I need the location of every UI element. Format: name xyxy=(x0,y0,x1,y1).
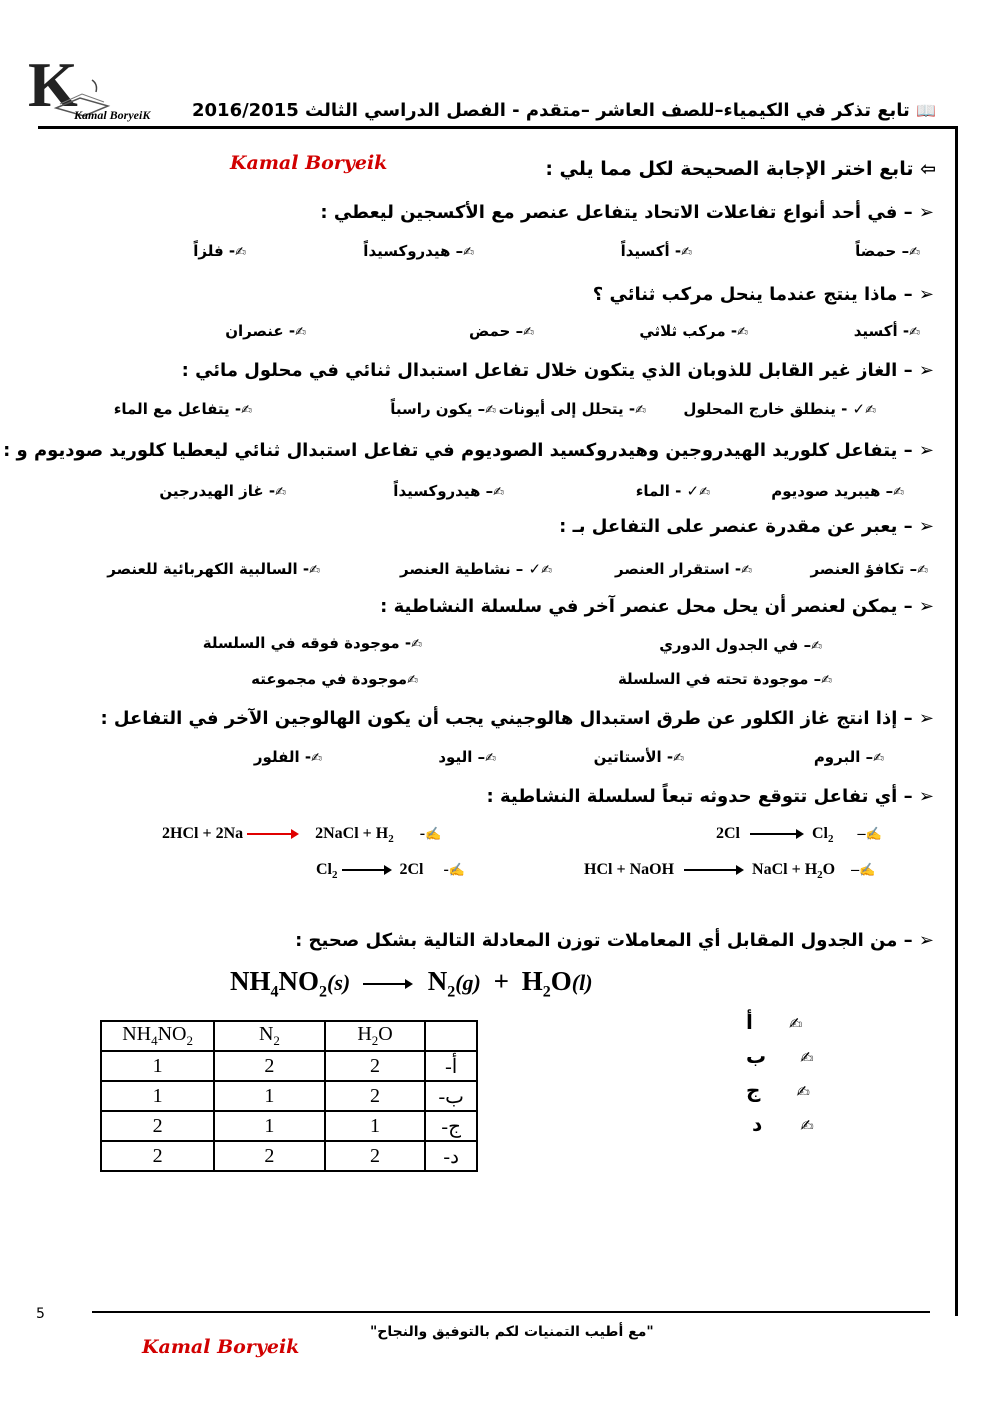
pen-icon: ✍ xyxy=(800,1116,814,1135)
footer-signature: Kamal Boryeik xyxy=(142,1336,300,1358)
right-margin-rule xyxy=(955,126,958,1316)
pen-icon: ✍ xyxy=(493,485,504,500)
book-icon: 📖 xyxy=(916,101,936,120)
pen-icon: ✍ xyxy=(425,826,442,841)
answer-option-d[interactable]: د ✍ xyxy=(752,1112,814,1136)
pen-icon: ✍ xyxy=(800,1048,814,1067)
signature: Kamal Boryeik xyxy=(230,152,388,174)
pen-icon: ✍ xyxy=(235,245,246,260)
answer-option-a[interactable]: أ ✍ xyxy=(746,1010,803,1034)
pen-icon: ✍ xyxy=(241,403,252,418)
table-cell: د- xyxy=(425,1141,477,1171)
table-row xyxy=(101,1141,477,1171)
option[interactable]: ✍- يتفاعل مع الماء xyxy=(113,400,252,418)
option[interactable]: ✍– هيدروكسيداً xyxy=(393,482,504,500)
option[interactable]: ✍– هيدروكسيداً xyxy=(363,242,474,260)
bullet-icon: ➢ xyxy=(918,284,934,305)
pen-icon: ✍ xyxy=(909,325,920,340)
table-header-cell xyxy=(425,1021,477,1051)
pen-icon: ✍ xyxy=(523,325,534,340)
pen-icon: ✍ xyxy=(865,403,876,418)
pen-icon: ✍ xyxy=(635,403,646,418)
header-rule xyxy=(38,126,958,129)
option[interactable]: ✍- يتحلل إلى أيونات xyxy=(498,400,646,418)
table-cell: 2 xyxy=(325,1081,426,1111)
table-cell: 1 xyxy=(214,1081,324,1111)
pen-icon: ✍ xyxy=(699,485,710,500)
option[interactable]: ✍– هيبريد صوديوم xyxy=(771,482,904,500)
arrow-icon xyxy=(342,869,390,871)
table-cell: 2 xyxy=(325,1141,426,1171)
bullet-icon: ➢ xyxy=(918,708,934,729)
option[interactable]: ✍- أكسيداً xyxy=(620,242,692,260)
question-5: ➢ – يعبر عن مقدرة عنصر على التفاعل بـ : xyxy=(559,516,934,537)
pen-icon: ✍ xyxy=(485,751,496,766)
table-question: ➢ – من الجدول المقابل أي المعاملات توزن المعادلة التالية بشكل صحيح : xyxy=(295,930,934,951)
table-cell: 2 xyxy=(101,1141,214,1171)
table-cell: 1 xyxy=(325,1111,426,1141)
equation-option[interactable]: HCl + NaOH NaCl + $H_2O$ –✍ xyxy=(584,861,876,882)
option[interactable]: ✍– يكون راسباً xyxy=(390,400,496,418)
pen-icon: ✍ xyxy=(407,673,418,688)
equation-option[interactable]: 2Cl $Cl_2$ –✍ xyxy=(716,825,882,846)
table-cell: أ- xyxy=(425,1051,477,1081)
option[interactable]: ✍- غاز الهيدرجين xyxy=(159,482,286,500)
pen-icon: ✍ xyxy=(411,637,422,652)
bullet-icon: ➢ xyxy=(918,930,934,951)
equation-option[interactable]: $Cl_2$ 2Cl -✍ xyxy=(316,861,466,882)
bullet-icon: ➢ xyxy=(918,516,934,537)
red-arrow-icon xyxy=(247,833,297,835)
pen-icon: ✍ xyxy=(811,639,822,654)
option[interactable]: ✍– تكافؤ العنصر xyxy=(810,560,928,578)
question-6: ➢ – يمكن لعنصر أن يحل محل عنصر آخر في سلسلة النشاطية : xyxy=(380,596,934,617)
question-2: ➢ – ماذا ينتج عندما ينحل مركب ثنائي ؟ xyxy=(592,284,934,305)
option[interactable]: ✍– في الجدول الدوري xyxy=(659,636,822,654)
table-cell: 1 xyxy=(101,1051,214,1081)
logo-letter: K xyxy=(28,49,78,120)
pen-icon: ✍ xyxy=(541,563,552,578)
bullet-icon: ➢ xyxy=(918,360,934,381)
pen-icon: ✍ xyxy=(448,862,466,877)
bullet-icon: ➢ xyxy=(918,786,934,807)
table-cell: ب- xyxy=(425,1081,477,1111)
bullet-icon: ➢ xyxy=(918,202,934,223)
coefficients-table xyxy=(100,1020,478,1172)
option[interactable]: ✍✓ - ينطلق خارج المحلول xyxy=(683,400,876,418)
logo-name: Kamal BoryeiK xyxy=(74,108,151,122)
pen-icon: ✍ xyxy=(463,245,474,260)
pen-icon: ✍ xyxy=(893,485,904,500)
table-row xyxy=(101,1051,477,1081)
pen-icon: ✍ xyxy=(917,563,928,578)
pen-icon: ✍ xyxy=(275,485,286,500)
option[interactable]: ✍- السالبية الكهربائية للعنصر xyxy=(107,560,320,578)
footer-rule xyxy=(92,1311,930,1313)
table-cell: 2 xyxy=(325,1051,426,1081)
option[interactable]: ✍– حمضاً xyxy=(855,242,920,260)
pen-icon: ✍ xyxy=(681,245,692,260)
table-header-cell: $H_2O$ xyxy=(325,1021,426,1051)
arrow-icon xyxy=(684,869,742,871)
option[interactable]: ✍- الفلور xyxy=(253,748,322,766)
option[interactable]: ✍- عنصران xyxy=(225,322,306,340)
question-3: ➢ – الغاز غير القابل للذوبان الذي يتكون خلال تفاعل استبدال ثنائي في محلول مائي : xyxy=(181,360,934,381)
pen-icon: ✍ xyxy=(909,245,920,260)
pen-icon: ✍ xyxy=(309,563,320,578)
option[interactable]: ✍- أكسيد xyxy=(853,322,920,340)
table-cell: 2 xyxy=(214,1141,324,1171)
pen-icon: ✍ xyxy=(859,862,876,877)
arrow-icon xyxy=(363,983,411,985)
pen-icon: ✍ xyxy=(788,1014,803,1033)
table-row xyxy=(101,1081,477,1111)
option[interactable]: ✍- مركب ثلاثي xyxy=(639,322,748,340)
question-4: ➢ – يتفاعل كلوريد الهيدروجين وهيدروكسيد الصوديوم في تفاعل استبدال ثنائي ليعطيا كلوريد صوديوم و : xyxy=(3,440,934,461)
option[interactable]: ✍– موجودة تحته في السلسلة xyxy=(617,670,832,688)
option[interactable]: ✍– حمض xyxy=(469,322,534,340)
table-header-row xyxy=(101,1021,477,1051)
option[interactable]: ✍- استقرار العنصر xyxy=(615,560,752,578)
table-header-cell: $NH_4NO_2$ xyxy=(101,1021,214,1051)
bullet-icon: ➢ xyxy=(918,596,934,617)
pen-icon: ✍ xyxy=(865,826,882,841)
pen-icon: ✍ xyxy=(796,1082,810,1101)
pen-icon: ✍ xyxy=(821,673,832,688)
option[interactable]: ✍– اليود xyxy=(438,748,496,766)
table-cell: 2 xyxy=(101,1111,214,1141)
question-1: ➢ – في أحد أنواع تفاعلات الاتحاد يتفاعل عنصر مع الأكسجين ليعطي : xyxy=(320,202,934,223)
pen-icon: ✍ xyxy=(873,751,884,766)
pen-icon: ✍ xyxy=(485,403,496,418)
pen-icon: ✍ xyxy=(741,563,752,578)
footer-text: "مع أطيب التمنيات لكم بالتوفيق والنجاح" xyxy=(370,1324,654,1340)
answer-option-c[interactable]: ج ✍ xyxy=(746,1078,810,1102)
option[interactable]: ✍✓ – نشاطية العنصر xyxy=(400,560,552,578)
pen-icon: ✍ xyxy=(673,751,684,766)
option[interactable]: ✍- موجودة فوقه في السلسلة xyxy=(202,634,422,652)
page-header-title: 📖 تابع تذكر في الكيمياء–للصف العاشر –متقدم - الفصل الدراسي الثالث 2016/2015 xyxy=(192,100,936,121)
bullet-icon: ➢ xyxy=(918,440,934,461)
pen-icon: ✍ xyxy=(311,751,322,766)
table-header-cell: $N_2$ xyxy=(214,1021,324,1051)
table-cell: 1 xyxy=(214,1111,324,1141)
table-cell: 2 xyxy=(214,1051,324,1081)
pen-icon: ✍ xyxy=(737,325,748,340)
equation-option[interactable]: 2HCl + 2Na 2NaCl + $H_2$ -✍ xyxy=(162,825,442,846)
table-cell: 1 xyxy=(101,1081,214,1111)
arrow-icon xyxy=(750,833,802,835)
option[interactable]: ✍– البروم xyxy=(813,748,884,766)
main-equation: $NH_4NO_2(s) N_2(g) + H_2O(l)$ xyxy=(230,966,593,1001)
answer-option-b[interactable]: ب ✍ xyxy=(746,1044,814,1068)
section-title: ⇦ تابع اختر الإجابة الصحيحة لكل مما يلي : xyxy=(545,158,936,180)
logo xyxy=(24,49,194,128)
option[interactable]: ✍موجودة في مجموعته xyxy=(251,670,418,688)
page-number: 5 xyxy=(36,1306,45,1322)
table-cell: ج- xyxy=(425,1111,477,1141)
pen-icon: ✍ xyxy=(295,325,306,340)
option[interactable]: ✍✓ - الماء xyxy=(635,482,710,500)
option[interactable]: ✍- الأستاتين xyxy=(593,748,684,766)
table-row xyxy=(101,1111,477,1141)
question-7: ➢ – إذا انتج غاز الكلور عن طرق استبدال هالوجيني يجب أن يكون الهالوجين الآخر في التفاعل : xyxy=(100,708,934,729)
question-8: ➢ – أي تفاعل تتوقع حدوثه تبعاً لسلسلة النشاطية : xyxy=(486,786,934,807)
option[interactable]: ✍- فلزاً xyxy=(193,242,246,260)
